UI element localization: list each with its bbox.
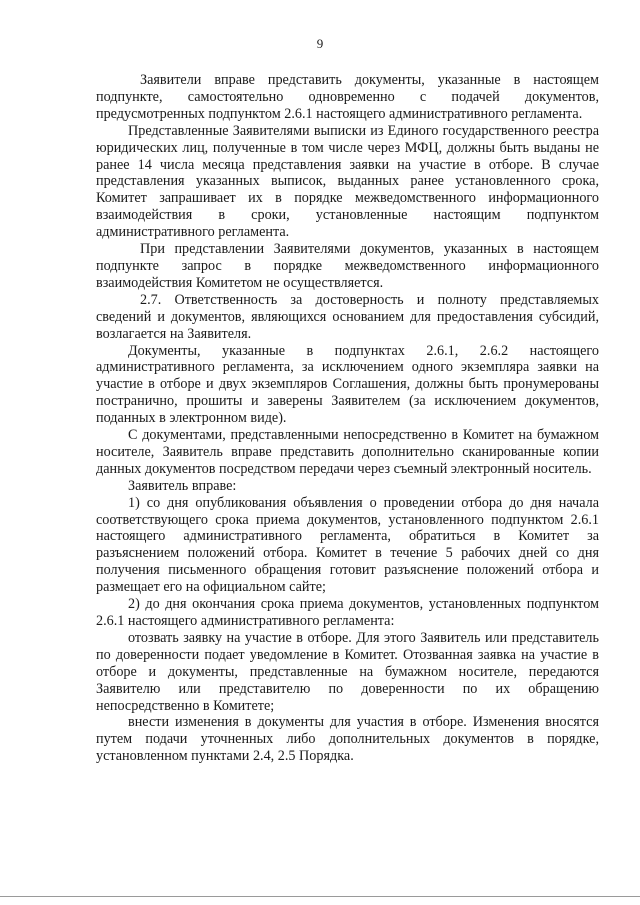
paragraph-scanned-copies: С документами, представленными непосредственно в Комитет на бумажном носителе, Заявитель вправе представить дополнительно сканированные копии данных документов посредством передачи через съемный электронный носитель.: [96, 427, 599, 477]
paragraph-no-interagency-request: При представлении Заявителями документов, указанных в настоящем подпункте запрос в порядке межведомственного информационного взаимодействия Комитетом не осуществляется.: [96, 241, 599, 291]
paragraph-document-numbering: Документы, указанные в подпунктах 2.6.1, 2.6.2 настоящего административного регламента, за исключением одного экземпляра заявки на участие в отборе и двух экземпляров Соглашения, должны быть пронумерованы постранично, прошиты и заверены Заявителем (за исключением документов, поданных в электронном виде).: [96, 342, 599, 427]
paragraph-item-2: 2) до дня окончания срока приема документов, установленных подпунктом 2.6.1 настоящего административного регламента:: [96, 596, 599, 629]
paragraph-egrul-extracts: Представленные Заявителями выписки из Единого государственного реестра юридических лиц, полученные в том числе через МФЦ, должны быть выданы не ранее 14 числа месяца представления заявки на участие в отборе. В случае представления указанных выписок, выданных ранее установленного срока, Комитет запрашивает их в порядке межведомственного информационного взаимодействия в сроки, установленные настоящим подпунктом административного регламента.: [96, 122, 599, 241]
paragraph-applicant-may: Заявитель вправе:: [128, 477, 237, 494]
paragraph-section-2-7: 2.7. Ответственность за достоверность и полноту представляемых сведений и документов, являющихся основанием для предоставления субсидий, возлагается на Заявителя.: [96, 291, 599, 342]
page-number: 9: [316, 36, 324, 51]
paragraph-item-1: 1) со дня опубликования объявления о проведении отбора до дня начала соответствующего срока приема документов, установленного подпунктом 2.6.1 настоящего административного регламента, обратиться в Комитет за разъяснением положений отбора. Комитет в течение 5 рабочих дней со дня получения письменного обращения готовит разъяснение положений отбора и размещает его на официальном сайте;: [96, 494, 599, 596]
paragraph-amend-documents: внести изменения в документы для участия в отборе. Изменения вносятся путем подачи уточненных либо дополнительных документов в порядке, установленном пунктами 2.4, 2.5 Порядка.: [96, 714, 599, 765]
document-body: [96, 72, 599, 765]
bottom-scan-line: [0, 896, 640, 897]
paragraph-withdraw-application: отозвать заявку на участие в отборе. Для этого Заявитель или представитель по доверенности подает уведомление в Комитет. Отозванная заявка на участие в отборе и документы, представленные на бумажном носителе, передаются Заявителю или представителю по доверенности по их обращению непосредственно в Комитете;: [96, 629, 599, 714]
paragraph-applicants-right: Заявители вправе представить документы, указанные в настоящем подпункте, самостоятельно одновременно с подачей документов, предусмотренных подпунктом 2.6.1 настоящего административного регламента.: [96, 72, 599, 122]
